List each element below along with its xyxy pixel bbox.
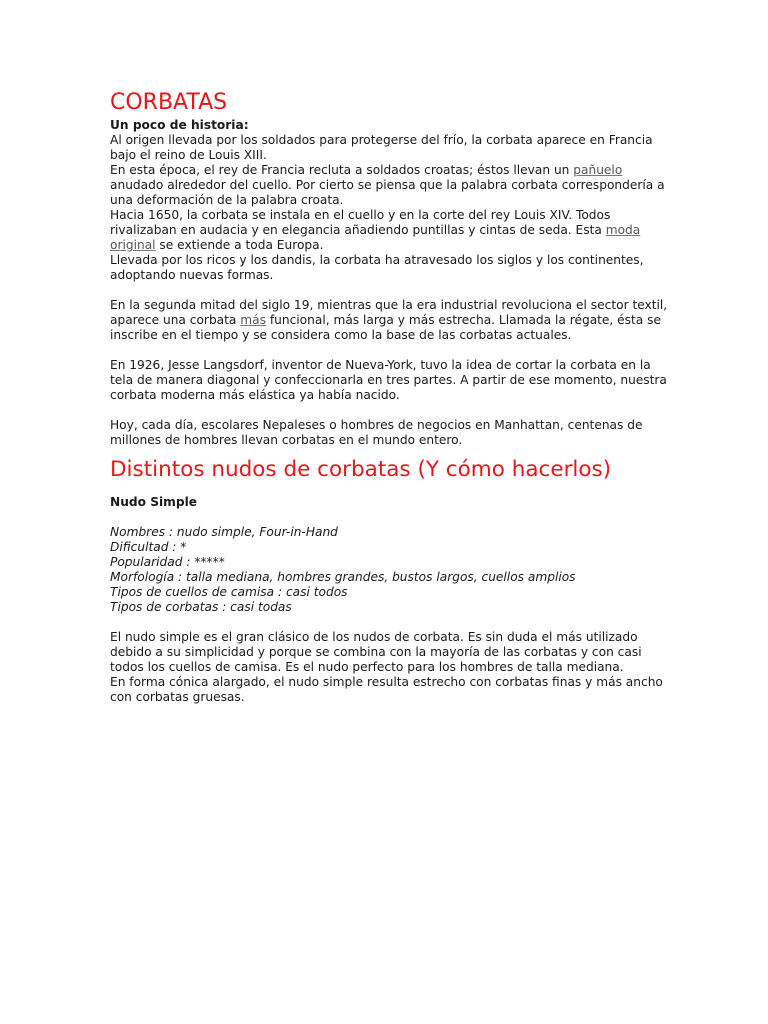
paragraph-1650-text-2: se extiende a toda Europa. [155, 238, 324, 252]
link-moda[interactable]: moda [605, 223, 641, 237]
paragraph-1650 [110, 208, 670, 253]
spacer [110, 403, 670, 418]
paragraph-siglo-19-text-1: En la segunda mitad del siglo 19, mientras que la era industrial revoluciona el sector textil, aparece una corbata [110, 298, 668, 327]
spacer [110, 484, 670, 495]
paragraph-forma-conica: En forma cónica alargado, el nudo simple resulta estrecho con corbatas finas y más ancho con corbatas gruesas. [110, 675, 663, 704]
paragraph-siglo-19 [110, 298, 670, 343]
link-original[interactable]: original [110, 238, 156, 252]
spec-item: Nombres : nudo simple, Four-in-Hand [110, 525, 338, 539]
paragraph-origin: Al origen llevada por los soldados para protegerse del frío, la corbata aparece en Francia bajo el reino de Louis XIII. [110, 133, 653, 162]
paragraph-1650-text-1: Hacia 1650, la corbata se instala en el cuello y en la corte del rey Louis XIV. Todos rivalizaban en audacia y en elegancia añadiendo puntillas y cintas de seda. Esta [110, 208, 611, 237]
spec-item: Tipos de corbatas : casi todas [110, 600, 292, 614]
section-subtitle-history: Un poco de historia: [110, 118, 249, 132]
spec-item: Dificultad : * [110, 540, 187, 554]
spec-item: Tipos de cuellos de camisa : casi todos [110, 585, 348, 599]
spacer [110, 510, 670, 525]
spec-list [110, 525, 670, 615]
section-title-nudos: Distintos nudos de corbatas (Y cómo hacerlos) [110, 457, 612, 482]
paragraph-croatas [110, 163, 670, 208]
paragraph-nudo-simple: El nudo simple es el gran clásico de los nudos de corbata. Es sin duda el más utilizado debido a su simplicidad y porque se combina con la mayoría de las corbatas y con casi todos los cuellos de camisa. Es el nudo perfecto para los hombres de talla mediana. [110, 630, 642, 674]
paragraph-1926: En 1926, Jesse Langsdorf, inventor de Nueva-York, tuvo la idea de cortar la corbata en la tela de manera diagonal y confeccionarla en tres partes. A partir de ese momento, nuestra corbata moderna más elástica ya había nacido. [110, 358, 667, 402]
spacer [110, 343, 670, 358]
page-title: CORBATAS [110, 90, 228, 115]
spacer [110, 615, 670, 630]
paragraph-dandis: Llevada por los ricos y los dandis, la corbata ha atravesado los siglos y los continentes, adoptando nuevas formas. [110, 253, 644, 282]
document-page [110, 88, 670, 705]
spec-item: Popularidad : ***** [110, 555, 225, 569]
paragraph-croatas-text-2: anudado alrededor del cuello. Por cierto se piensa que la palabra corbata correspondería a una deformación de la palabra croata. [110, 178, 665, 207]
link-mas[interactable]: más [240, 313, 266, 327]
paragraph-siglo-19-text-2: funcional, más larga y más estrecha. Llamada la régate, ésta se inscribe en el tiempo y se considera como la base de las corbatas actuales. [110, 313, 662, 342]
paragraph-croatas-text-1: En esta época, el rey de Francia recluta a soldados croatas; éstos llevan un [110, 163, 574, 177]
spec-item: Morfología : talla mediana, hombres grandes, bustos largos, cuellos amplios [110, 570, 576, 584]
spacer [110, 283, 670, 298]
paragraph-hoy: Hoy, cada día, escolares Nepaleses o hombres de negocios en Manhattan, centenas de millones de hombres llevan corbatas en el mundo entero. [110, 418, 643, 447]
link-panuelo[interactable]: pañuelo [573, 163, 623, 177]
section-subtitle-nudo-simple: Nudo Simple [110, 495, 198, 509]
